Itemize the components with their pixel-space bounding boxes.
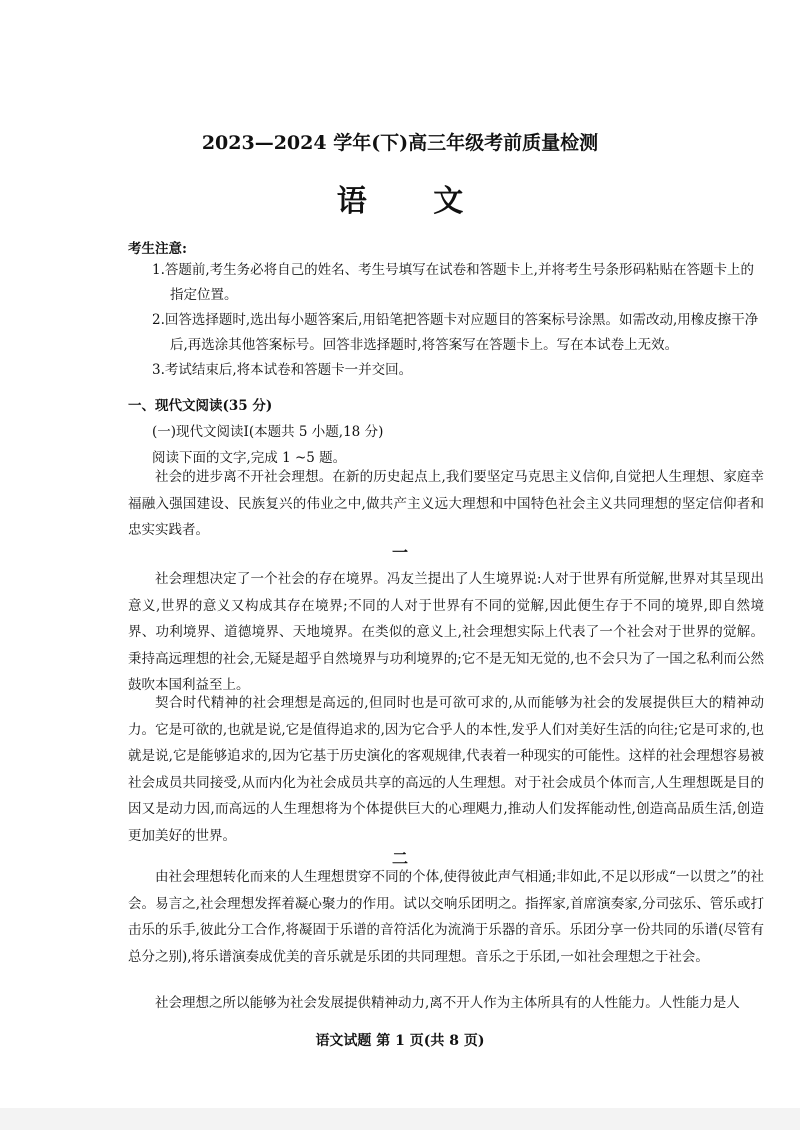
page-footer: 语文试题 第 1 页(共 8 页) bbox=[315, 1033, 485, 1049]
exam-title: 2023—2024 学年(下)高三年级考前质量检测 bbox=[201, 132, 599, 154]
passage-paragraph: 由社会理想转化而来的人生理想贯穿不同的个体,使得彼此声气相通;非如此,不足以形成“一以贯之”的社会。易言之,社会理想发挥着凝心聚力的作用。试以交响乐团明之。指挥家,首席演奏家,分司弦乐、管乐或打击乐的乐手,彼此分工合作,将凝固于乐谱的音符活化为流淌于乐器的音乐。乐团分享一份共同的乐谱(尽管有总分之别),将乐谱演奏成优美的音乐就是乐团的共同理想。音乐之于乐团,一如社会理想之于社会。 bbox=[128, 869, 764, 965]
section-heading: 一、现代文阅读(35 分) bbox=[128, 398, 273, 414]
part-number-one: 一 bbox=[391, 543, 408, 562]
reading-instruction: 阅读下面的文字,完成 1 ~5 题。 bbox=[152, 450, 347, 466]
part-number-two: 二 bbox=[391, 849, 408, 868]
scan-bottom-edge bbox=[0, 1108, 800, 1130]
passage-paragraph: 社会理想之所以能够为社会发展提供精神动力,离不开人作为主体所具有的人性能力。人性能力是人 bbox=[155, 995, 740, 1011]
subject-title: 语 文 bbox=[336, 184, 492, 219]
passage-paragraph: 契合时代精神的社会理想是高远的,但同时也是可欲可求的,从而能够为社会的发展提供巨大的精神动力。它是可欲的,也就是说,它是值得追求的,因为它合乎人的本性,发乎人们对美好生活的向往;它是可求的,也就是说,它是能够追求的,因为它基于历史演化的客观规律,代表着一种现实的可能性。这样的社会理想容易被社会成员共同接受,从而内化为社会成员共享的高远的人生理想。对于社会成员个体而言,人生理想既是目的因又是动力因,而高远的人生理想将为个体提供巨大的心理飓力,推动人们发挥能动性,创造高品质生活,创造更加美好的世界。 bbox=[128, 695, 764, 844]
sub-section-heading: (一)现代文阅读Ⅰ(本题共 5 小题,18 分) bbox=[152, 424, 384, 440]
notice-item: 3.考试结束后,将本试卷和答题卡一并交回。 bbox=[152, 362, 413, 378]
passage-paragraph: 社会理想决定了一个社会的存在境界。冯友兰提出了人生境界说:人对于世界有所觉解,世界对其呈现出意义,世界的意义又构成其存在境界;不同的人对于世界有不同的觉解,因此便生存于不同的境界,即自然境界、功利境界、道德境界、天地境界。在类似的意义上,社会理想实际上代表了一个社会对于世界的觉解。秉持高远理想的社会,无疑是超乎自然境界与功利境界的;它不是无知无觉的,也不会只为了一国之私利而公然鼓吹本国利益至上。 bbox=[128, 571, 764, 693]
notice-heading: 考生注意: bbox=[128, 241, 187, 257]
notice-item: 1.答题前,考生务必将自己的姓名、考生号填写在试卷和答题卡上,并将考生号条形码粘贴在答题卡上的指定位置。 bbox=[152, 262, 754, 303]
notice-item: 2.回答选择题时,选出每小题答案后,用铅笔把答题卡对应题目的答案标号涂黑。如需改动,用橡皮擦干净后,再选涂其他答案标号。回答非选择题时,将答案写在答题卡上。写在本试卷上无效。 bbox=[152, 312, 759, 353]
passage-intro: 社会的进步离不开社会理想。在新的历史起点上,我们要坚定马克思主义信仰,自觉把人生理想、家庭幸福融入强国建设、民族复兴的伟业之中,做共产主义远大理想和中国特色社会主义共同理想的坚定信仰者和忠实实践者。 bbox=[128, 469, 764, 538]
notice-list bbox=[152, 258, 764, 383]
